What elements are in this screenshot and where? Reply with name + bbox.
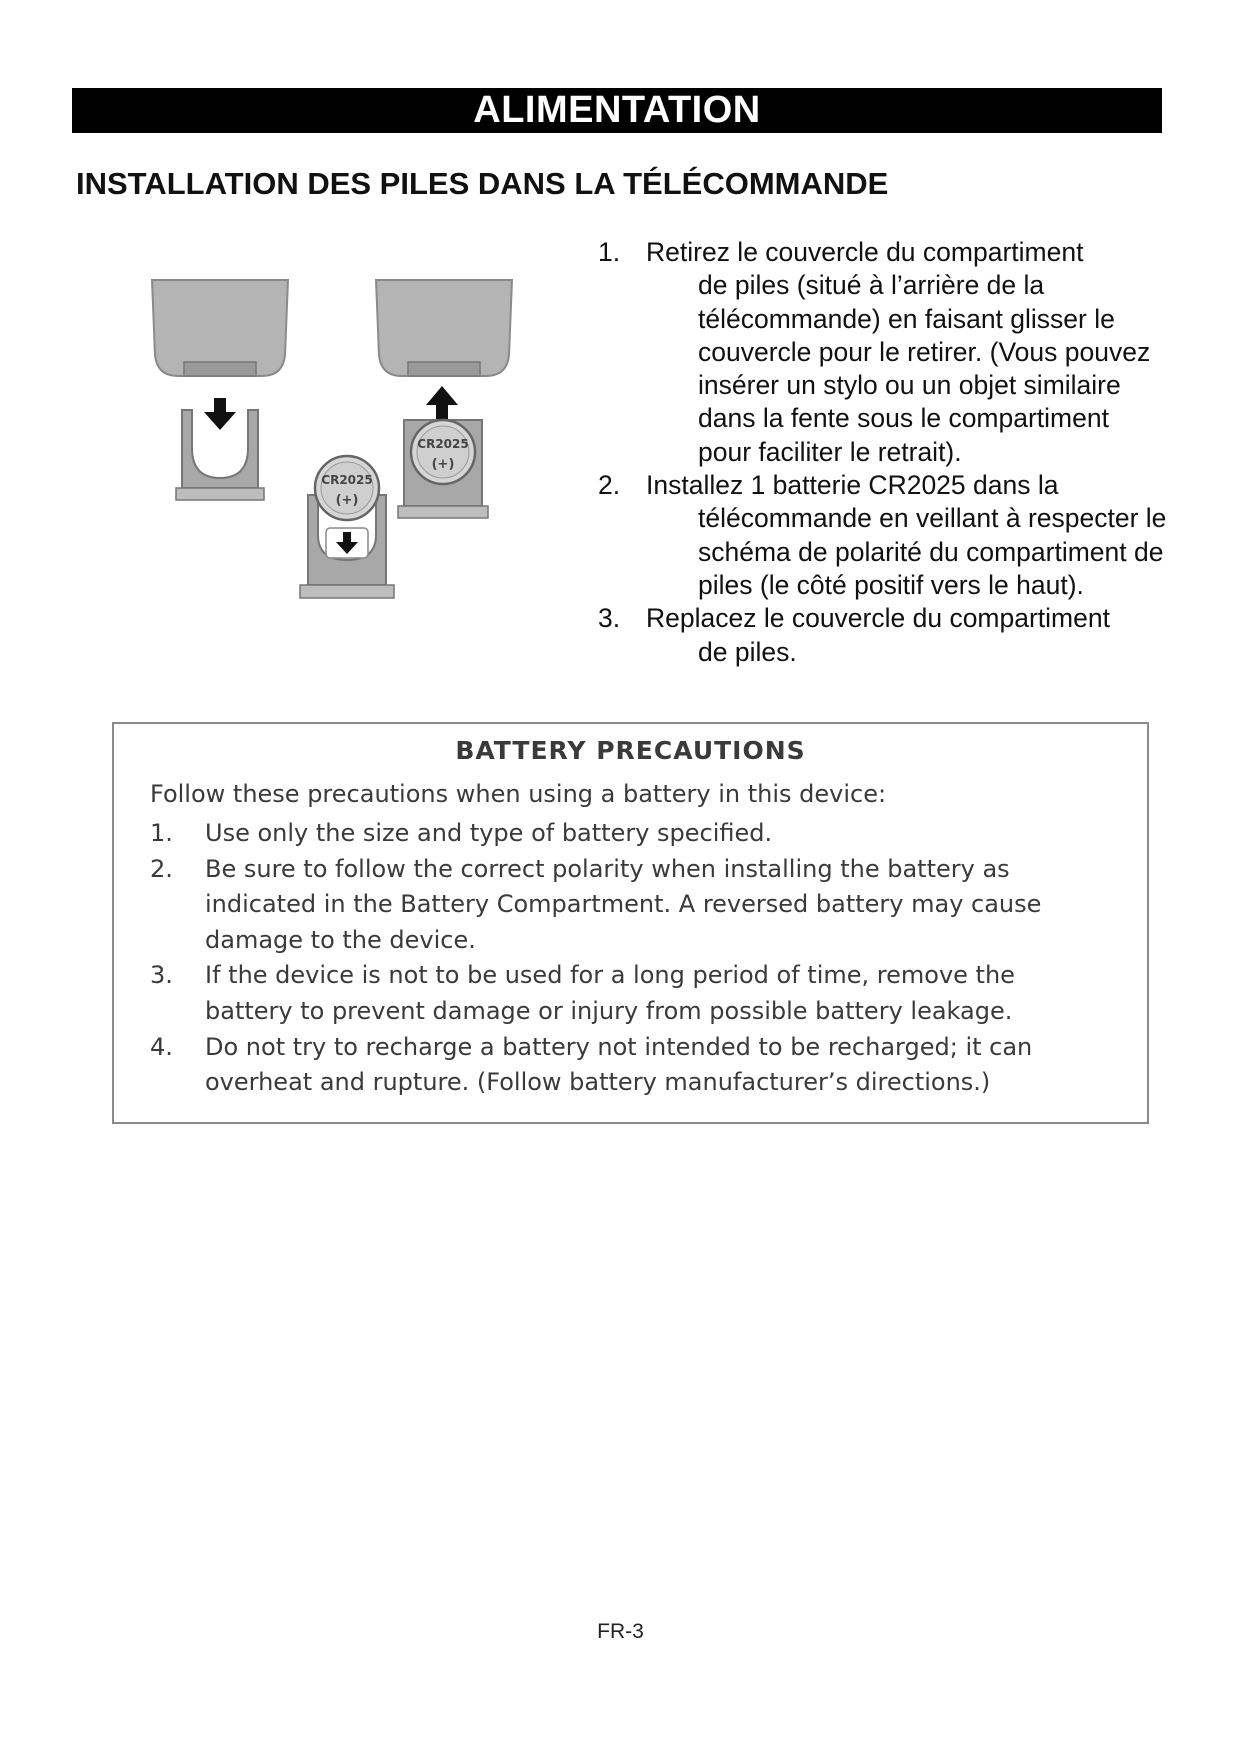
- precaution-text: [205, 1030, 1130, 1101]
- step-item: [598, 602, 1198, 669]
- precaution-line: indicated in the Battery Compartment. A reversed battery may cause: [205, 890, 1042, 919]
- step-line: Installez 1 batterie CR2025 dans la: [646, 470, 1059, 501]
- precaution-number: 1.: [150, 819, 173, 847]
- step-line: de piles.: [698, 636, 797, 667]
- step-number: 2.: [598, 470, 621, 501]
- step-line: télécommande en veillant à respecter le: [698, 503, 1167, 534]
- step-line: insérer un stylo ou un objet similaire: [698, 370, 1121, 401]
- page-number: FR-3: [597, 1620, 644, 1643]
- precaution-text: [205, 958, 1130, 1029]
- battery-label-middle: CR2025: [321, 473, 373, 487]
- precaution-line: damage to the device.: [205, 925, 476, 954]
- step-text: [648, 602, 1198, 669]
- polarity-label-right: (+): [431, 457, 455, 472]
- step-text: [648, 236, 1198, 469]
- battery-installation-illustration: [140, 270, 560, 610]
- step-line: schéma de polarité du compartiment de: [698, 536, 1164, 567]
- section-banner: ALIMENTATION: [72, 88, 1162, 133]
- precaution-item: [150, 816, 1130, 852]
- precaution-line: battery to prevent damage or injury from possible battery leakage.: [205, 996, 1013, 1025]
- arrow-down-icon: [204, 398, 236, 430]
- precaution-item: [150, 852, 1130, 959]
- step-line: Replacez le couvercle du compartiment: [646, 603, 1110, 634]
- step-item: [598, 236, 1198, 469]
- section-subtitle: INSTALLATION DES PILES DANS LA TÉLÉCOMMANDE: [76, 166, 889, 201]
- step-text: [648, 469, 1198, 602]
- step-line: dans la fente sous le compartiment: [698, 403, 1109, 434]
- precaution-number: 3.: [150, 961, 173, 990]
- precaution-number: 2.: [150, 854, 173, 883]
- precaution-number: 4.: [150, 1032, 173, 1061]
- precaution-line: Do not try to recharge a battery not intended to be recharged; it can: [205, 1032, 1033, 1061]
- precaution-line: Be sure to follow the correct polarity when installing the battery as: [205, 854, 1010, 883]
- precaution-line: overheat and rupture. (Follow battery manufacturer’s directions.): [205, 1068, 991, 1097]
- step-line: couvercle pour le retirer. (Vous pouvez: [698, 336, 1151, 367]
- step-line: télécommande) en faisant glisser le: [698, 303, 1115, 334]
- step-line: de piles (situé à l’arrière de la: [698, 270, 1045, 301]
- precaution-item: [150, 1030, 1130, 1101]
- precautions-intro: Follow these precautions when using a battery in this device:: [150, 780, 887, 808]
- precautions-title: BATTERY PRECAUTIONS: [455, 736, 806, 765]
- precaution-text: [205, 852, 1130, 959]
- battery-precautions-box: [112, 722, 1149, 1124]
- remote-body-right: [376, 280, 512, 376]
- precaution-item: [150, 958, 1130, 1029]
- step-number: 3.: [598, 603, 621, 634]
- precautions-list: [150, 816, 1130, 1101]
- battery-label-right: CR2025: [417, 437, 469, 451]
- step-line: pour faciliter le retrait).: [698, 436, 962, 467]
- precaution-line: Use only the size and type of battery specified.: [205, 819, 773, 847]
- step-item: [598, 469, 1198, 602]
- precaution-line: If the device is not to be used for a long period of time, remove the: [205, 961, 1015, 990]
- step-line: piles (le côté positif vers le haut).: [698, 569, 1084, 600]
- step-line: Retirez le couvercle du compartiment: [646, 237, 1084, 267]
- arrow-up-icon: [426, 386, 458, 422]
- installation-steps: [598, 236, 1198, 669]
- step-number: 1.: [598, 237, 621, 267]
- remote-body-left: [152, 280, 288, 376]
- precaution-text: [205, 816, 1130, 852]
- polarity-label-middle: (+): [335, 493, 359, 508]
